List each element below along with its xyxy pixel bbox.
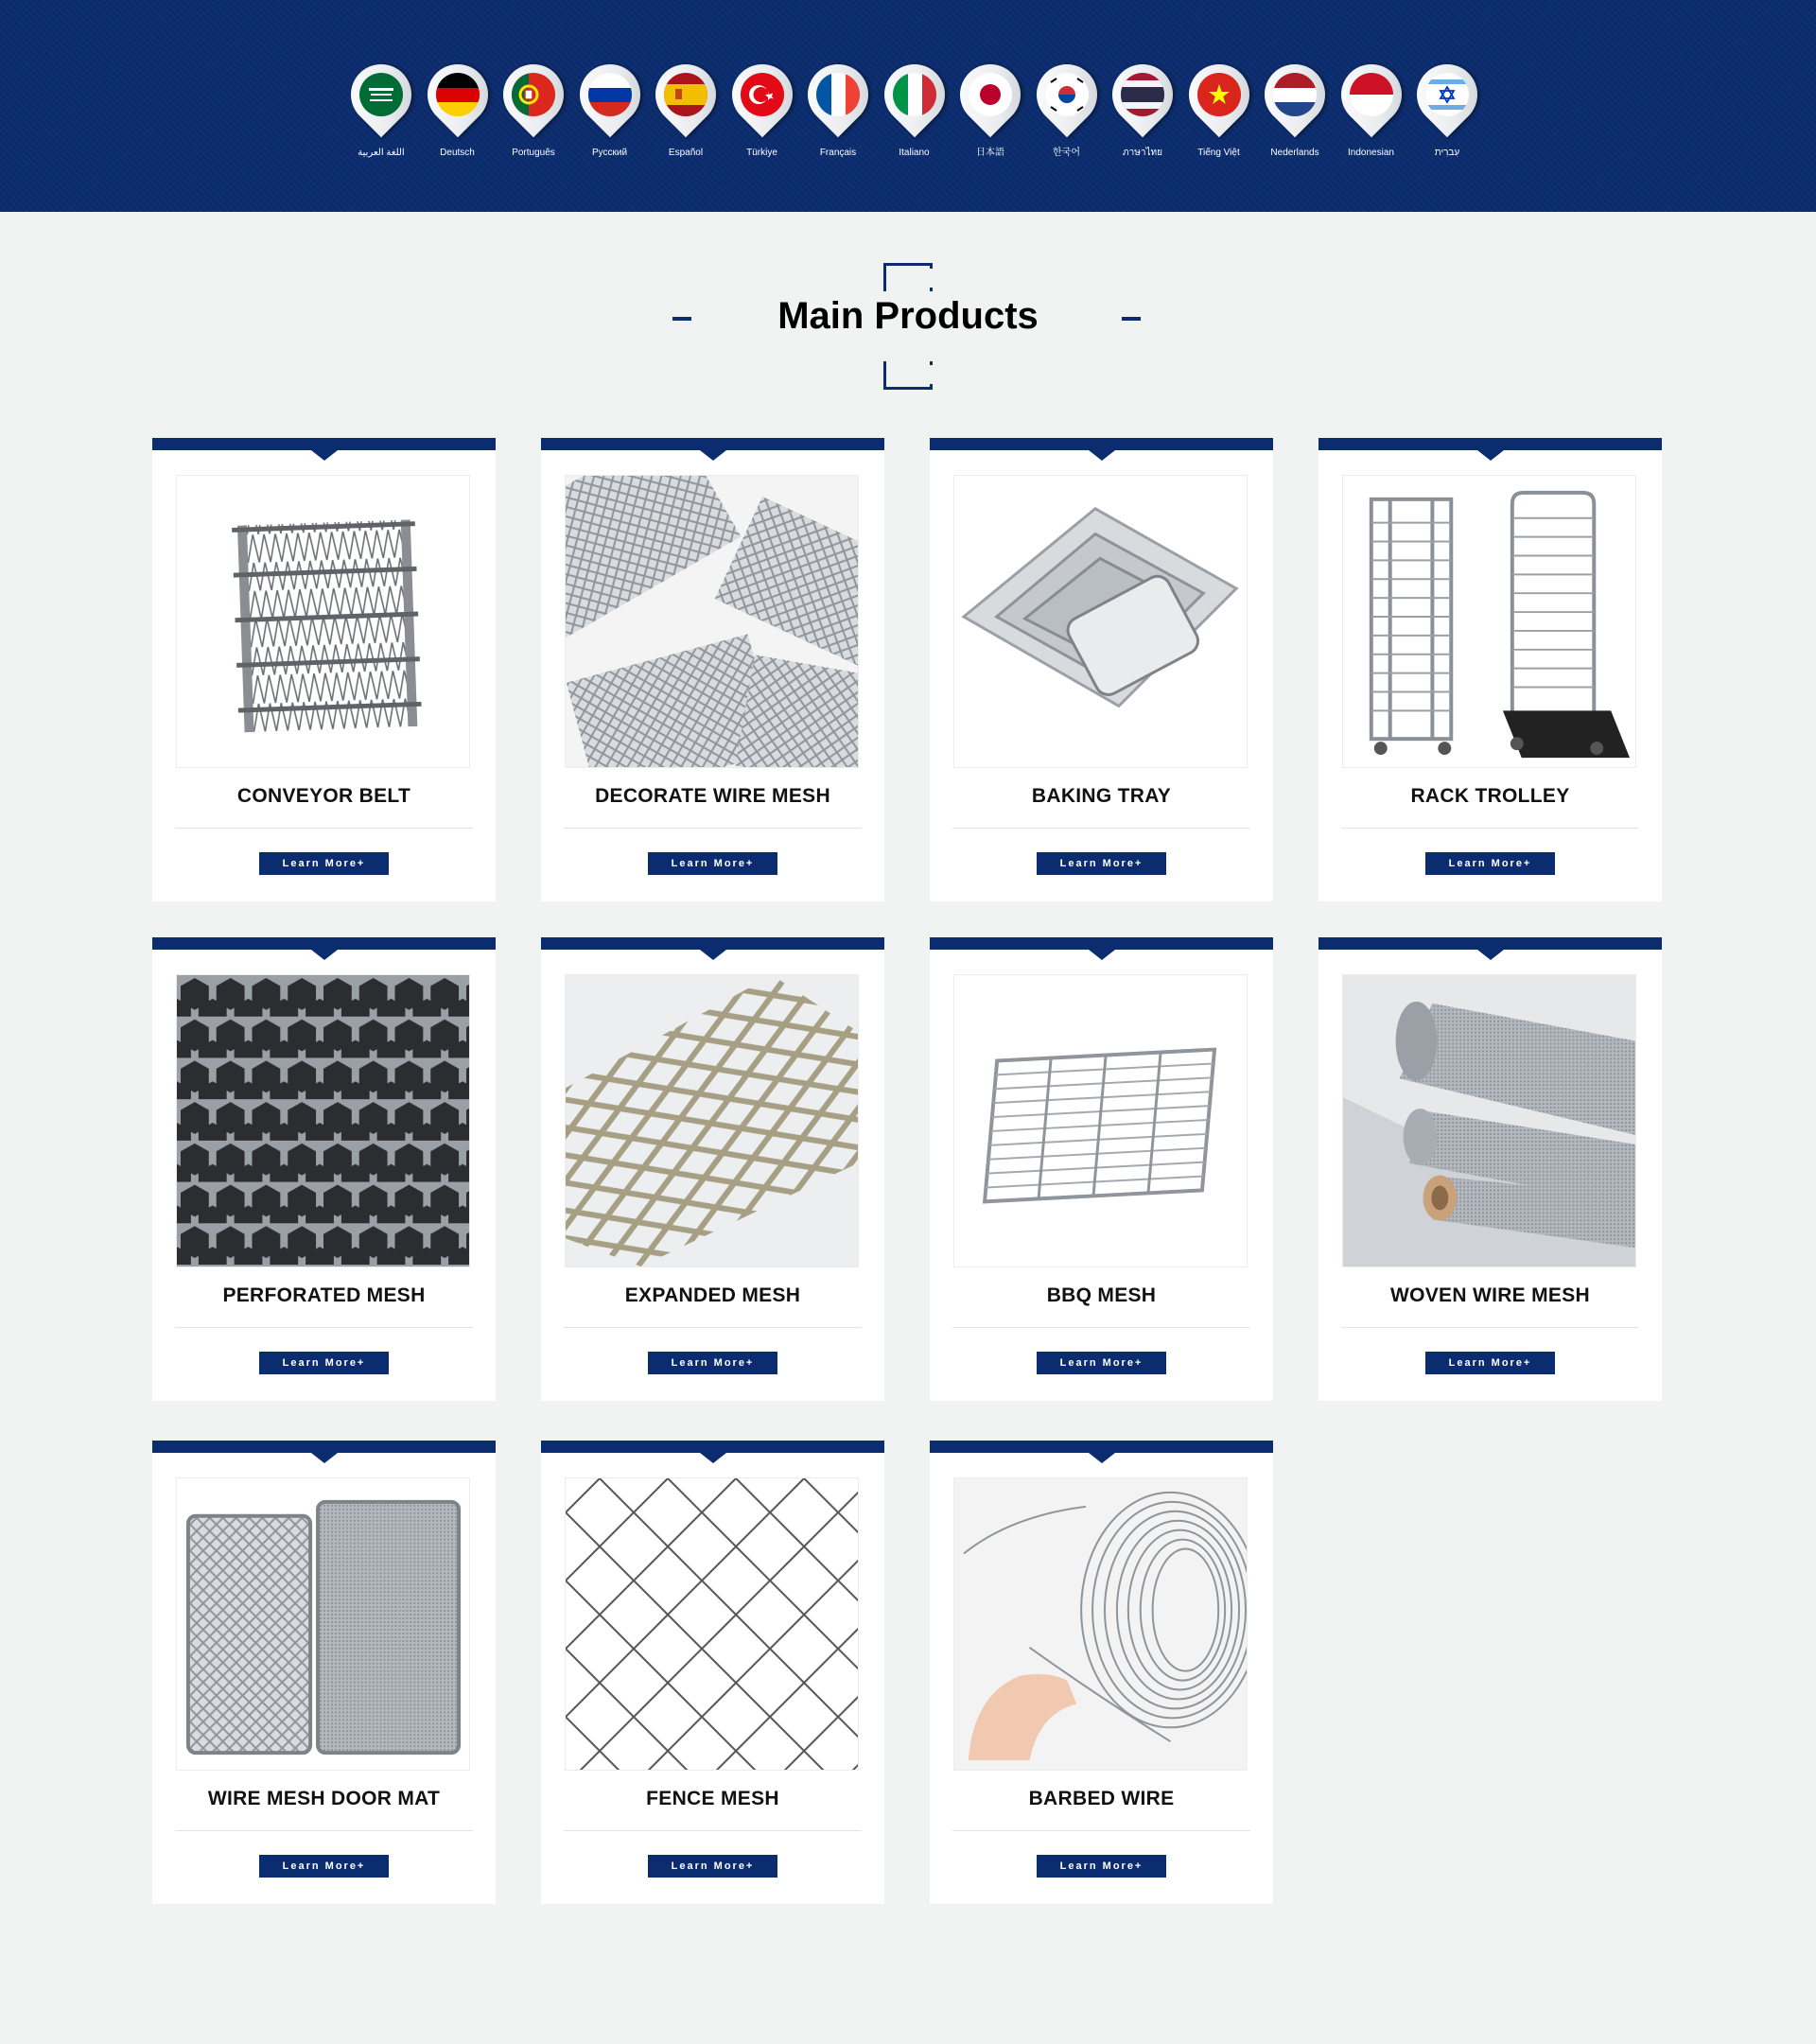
card-notch — [700, 450, 726, 461]
fr-flag-icon — [816, 73, 860, 116]
card-top-bar — [541, 937, 884, 950]
card-top-bar — [930, 937, 1273, 950]
divider — [175, 1830, 473, 1831]
divider — [1341, 828, 1639, 829]
ru-flag-icon — [588, 73, 632, 116]
divider — [1341, 1327, 1639, 1328]
language-option-indonesian[interactable] — [1334, 64, 1409, 168]
product-name: RACK TROLLEY — [1410, 785, 1570, 807]
product-card-baking-tray — [930, 438, 1273, 901]
card-top-bar — [152, 1441, 496, 1453]
learn-more-button[interactable]: Learn More+ — [648, 852, 777, 875]
fence-mesh-image[interactable] — [565, 1477, 859, 1771]
nl-flag-icon — [1273, 73, 1317, 116]
product-name: BBQ MESH — [1046, 1284, 1157, 1306]
language-bar — [0, 0, 1816, 212]
barbed-wire-image[interactable] — [953, 1477, 1248, 1771]
learn-more-button[interactable]: Learn More+ — [1425, 1352, 1555, 1374]
bbq-mesh-image[interactable] — [953, 974, 1248, 1267]
language-option-german[interactable] — [420, 64, 496, 168]
language-option-portuguese[interactable] — [496, 64, 571, 168]
product-name: EXPANDED MESH — [624, 1284, 801, 1306]
card-notch — [1477, 450, 1504, 461]
product-card-rack-trolley — [1318, 438, 1662, 901]
card-notch — [700, 950, 726, 960]
id-flag-icon — [1350, 73, 1393, 116]
product-card-expanded-mesh — [541, 937, 884, 1401]
language-label: 한국어 — [1053, 148, 1080, 158]
divider — [564, 828, 862, 829]
product-name: CONVEYOR BELT — [236, 785, 411, 807]
language-label: اللغة العربية — [358, 148, 405, 158]
language-option-vietnamese[interactable] — [1181, 64, 1257, 168]
learn-more-button[interactable]: Learn More+ — [259, 1352, 389, 1374]
divider — [564, 1830, 862, 1831]
language-label: Русский — [591, 148, 628, 158]
divider — [952, 828, 1250, 829]
conveyor-belt-image[interactable] — [176, 475, 470, 768]
divider — [564, 1327, 862, 1328]
language-option-korean[interactable] — [1029, 64, 1105, 168]
product-name: BAKING TRAY — [1031, 785, 1172, 807]
product-name: FENCE MESH — [646, 1788, 779, 1809]
learn-more-button[interactable]: Learn More+ — [648, 1855, 777, 1878]
product-card-decorate-wire-mesh — [541, 438, 884, 901]
card-notch — [1477, 950, 1504, 960]
baking-tray-image[interactable] — [953, 475, 1248, 768]
language-option-arabic[interactable] — [343, 64, 419, 168]
language-option-russian[interactable] — [572, 64, 648, 168]
product-name: WOVEN WIRE MESH — [1389, 1284, 1590, 1306]
language-label: ภาษาไทย — [1123, 148, 1162, 158]
rack-trolley-image[interactable] — [1342, 475, 1636, 768]
card-top-bar — [930, 1441, 1273, 1453]
vn-flag-icon — [1197, 73, 1241, 116]
decorate-wire-mesh-image[interactable] — [565, 475, 859, 768]
divider — [952, 1327, 1250, 1328]
learn-more-button[interactable]: Learn More+ — [1037, 1352, 1166, 1374]
language-option-dutch[interactable] — [1257, 64, 1333, 168]
card-notch — [311, 450, 338, 461]
heading-bracket-top — [883, 263, 933, 291]
learn-more-button[interactable]: Learn More+ — [1037, 852, 1166, 875]
card-notch — [311, 1453, 338, 1463]
language-label: Tiếng Việt — [1197, 148, 1240, 158]
sa-flag-icon — [359, 73, 403, 116]
de-flag-icon — [436, 73, 480, 116]
product-card-conveyor-belt — [152, 438, 496, 901]
divider — [175, 1327, 473, 1328]
th-flag-icon — [1121, 73, 1164, 116]
woven-wire-mesh-image[interactable] — [1342, 974, 1636, 1267]
language-option-french[interactable] — [800, 64, 876, 168]
card-top-bar — [541, 438, 884, 450]
heading-dash-right — [1122, 317, 1141, 321]
learn-more-button[interactable]: Learn More+ — [648, 1352, 777, 1374]
learn-more-button[interactable]: Learn More+ — [259, 1855, 389, 1878]
language-label: Español — [668, 148, 704, 158]
card-notch — [700, 1453, 726, 1463]
tr-flag-icon — [741, 73, 784, 116]
learn-more-button[interactable]: Learn More+ — [1037, 1855, 1166, 1878]
pt-flag-icon — [512, 73, 555, 116]
jp-flag-icon — [969, 73, 1012, 116]
wire-mesh-door-mat-image[interactable] — [176, 1477, 470, 1771]
card-notch — [1089, 1453, 1115, 1463]
language-option-spanish[interactable] — [648, 64, 724, 168]
language-option-japanese[interactable] — [952, 64, 1028, 168]
learn-more-button[interactable]: Learn More+ — [259, 852, 389, 875]
card-top-bar — [1318, 438, 1662, 450]
language-label: Italiano — [899, 148, 930, 158]
language-label: Nederlands — [1270, 148, 1319, 158]
card-top-bar — [930, 438, 1273, 450]
language-option-hebrew[interactable] — [1409, 64, 1485, 168]
card-notch — [1089, 950, 1115, 960]
perforated-mesh-image[interactable] — [176, 974, 470, 1267]
language-label: Türkiye — [746, 148, 777, 158]
product-name: BARBED WIRE — [1028, 1788, 1175, 1809]
language-label: 日本語 — [976, 148, 1004, 158]
language-option-italian[interactable] — [877, 64, 952, 168]
card-notch — [1089, 450, 1115, 461]
language-label: Deutsch — [440, 148, 475, 158]
product-name: PERFORATED MESH — [222, 1284, 426, 1306]
product-card-barbed-wire — [930, 1441, 1273, 1904]
learn-more-button[interactable]: Learn More+ — [1425, 852, 1555, 875]
expanded-mesh-image[interactable] — [565, 974, 859, 1267]
product-card-wire-mesh-door-mat — [152, 1441, 496, 1904]
language-label: Français — [819, 148, 857, 158]
divider — [175, 828, 473, 829]
language-option-thai[interactable] — [1105, 64, 1180, 168]
language-option-turkish[interactable] — [725, 64, 800, 168]
heading-bracket-bottom — [883, 361, 933, 390]
language-label: Indonesian — [1348, 148, 1394, 158]
product-card-bbq-mesh — [930, 937, 1273, 1401]
il-flag-icon — [1425, 73, 1469, 116]
card-top-bar — [1318, 937, 1662, 950]
card-top-bar — [152, 937, 496, 950]
section-heading — [0, 263, 1816, 390]
divider — [952, 1830, 1250, 1831]
language-label: עִברִית — [1434, 148, 1460, 158]
heading-dash-left — [672, 317, 691, 321]
kr-flag-icon — [1045, 73, 1089, 116]
product-name: WIRE MESH DOOR MAT — [207, 1788, 441, 1809]
product-card-perforated-mesh — [152, 937, 496, 1401]
it-flag-icon — [893, 73, 936, 116]
product-card-woven-wire-mesh — [1318, 937, 1662, 1401]
product-name: DECORATE WIRE MESH — [595, 785, 830, 807]
page-title: Main Products — [777, 295, 1039, 337]
card-top-bar — [152, 438, 496, 450]
card-top-bar — [541, 1441, 884, 1453]
product-card-fence-mesh — [541, 1441, 884, 1904]
card-notch — [311, 950, 338, 960]
es-flag-icon — [664, 73, 707, 116]
language-label: Português — [512, 148, 555, 158]
